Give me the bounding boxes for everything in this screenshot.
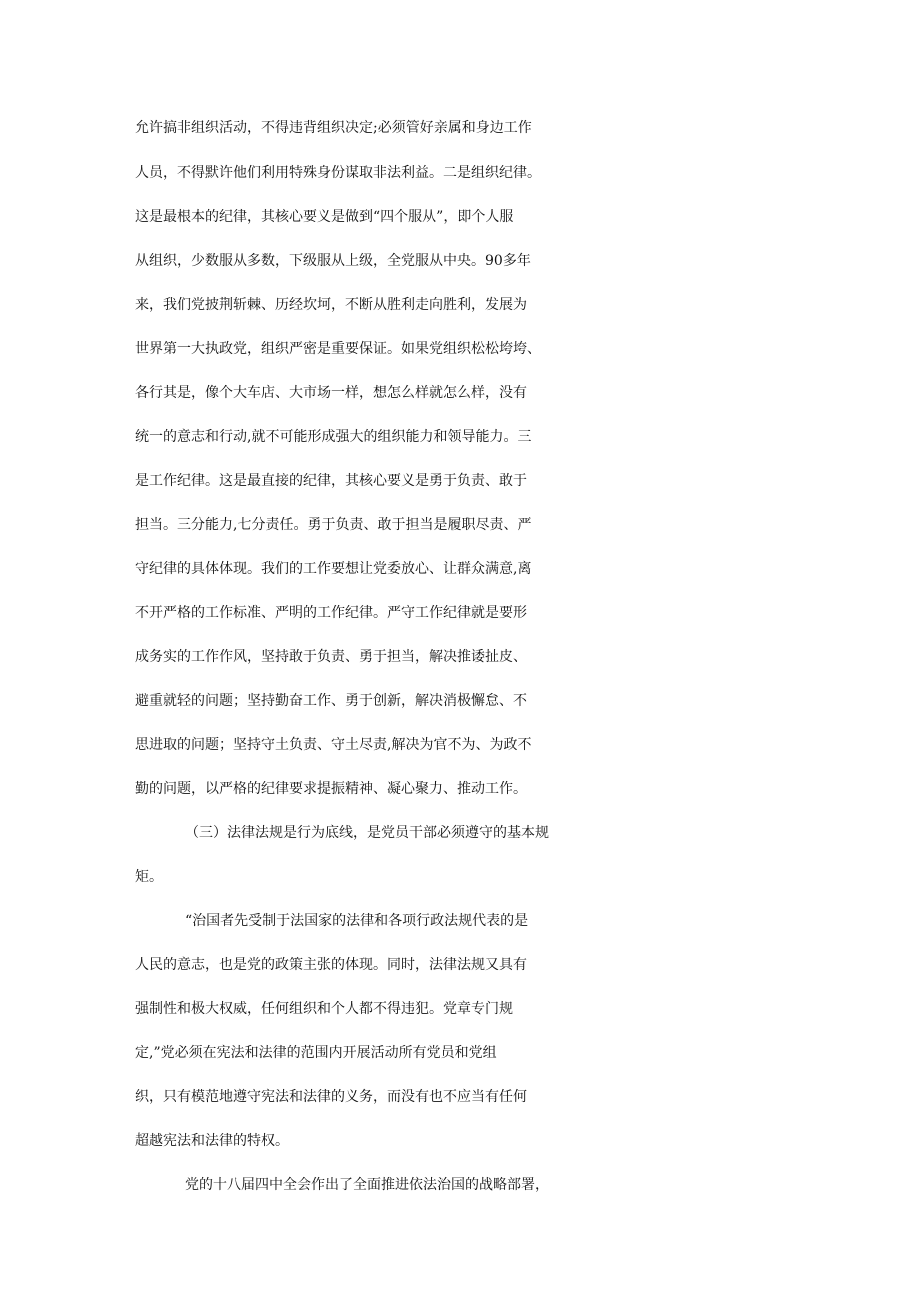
text-line: “治国者先受制于法国家的法律和各项行政法规代表的是 bbox=[185, 913, 529, 929]
text-line: 超越宪法和法律的特权。 bbox=[135, 1133, 289, 1149]
text-line: 不开严格的工作标准、严明的工作纪律。严守工作纪律就是要形 bbox=[135, 605, 527, 621]
text-line: 允许搞非组织活动，不得违背组织决定;必须管好亲属和身边工作 bbox=[135, 120, 532, 136]
text-line: 从组织，少数服从多数，下级服从上级，全党服从中央。90多年 bbox=[135, 253, 531, 269]
text-line: 人民的意志，也是党的政策主张的体现。同时，法律法规又具有 bbox=[135, 957, 527, 973]
section-heading: （三）法律法规是行为底线，是党员干部必须遵守的基本规 bbox=[185, 825, 549, 841]
section-heading: 矩。 bbox=[135, 869, 163, 885]
text-line: 勤的问题，以严格的纪律要求提振精神、凝心聚力、推动工作。 bbox=[135, 781, 527, 797]
text-line: 定,”党必须在宪法和法律的范围内开展活动所有党员和党组 bbox=[135, 1045, 497, 1061]
text-line: 世界第一大执政党，组织严密是重要保证。如果党组织松松垮垮、 bbox=[135, 341, 541, 357]
text-line: 人员，不得默许他们利用特殊身份谋取非法利益。二是组织纪律。 bbox=[135, 165, 541, 181]
text-line: 各行其是，像个大车店、大市场一样，想怎么样就怎么样，没有 bbox=[135, 385, 527, 401]
text-line: 统一的意志和行动,就不可能形成强大的组织能力和领导能力。三 bbox=[135, 429, 532, 445]
text-line: 织，只有模范地遵守宪法和法律的义务，而没有也不应当有任何 bbox=[135, 1089, 527, 1105]
text-line: 避重就轻的问题；坚持勤奋工作、勇于创新，解决消极懈怠、不 bbox=[135, 693, 527, 709]
text-line: 党的十八届四中全会作出了全面推进依法治国的战略部署， bbox=[185, 1177, 549, 1193]
text-line: 思进取的问题；坚持守土负责、守土尽责,解决为官不为、为政不 bbox=[135, 737, 532, 753]
text-line: 是工作纪律。这是最直接的纪律，其核心要义是勇于负责、敢于 bbox=[135, 473, 527, 489]
text-line: 成务实的工作作风，坚持敢于负责、勇于担当，解决推诿扯皮、 bbox=[135, 649, 527, 665]
text-line: 守纪律的具体体现。我们的工作要想让党委放心、让群众满意,离 bbox=[135, 561, 532, 577]
text-line: 这是最根本的纪律，其核心要义是做到“四个服从”，即个人服 bbox=[135, 209, 514, 225]
text-line: 来，我们党披荆斩棘、历经坎坷，不断从胜利走向胜利，发展为 bbox=[135, 297, 527, 313]
text-line: 担当。三分能力,七分责任。勇于负责、敢于担当是履职尽责、严 bbox=[135, 517, 532, 533]
text-line: 强制性和极大权威，任何组织和个人都不得违犯。党章专门规 bbox=[135, 1001, 513, 1017]
